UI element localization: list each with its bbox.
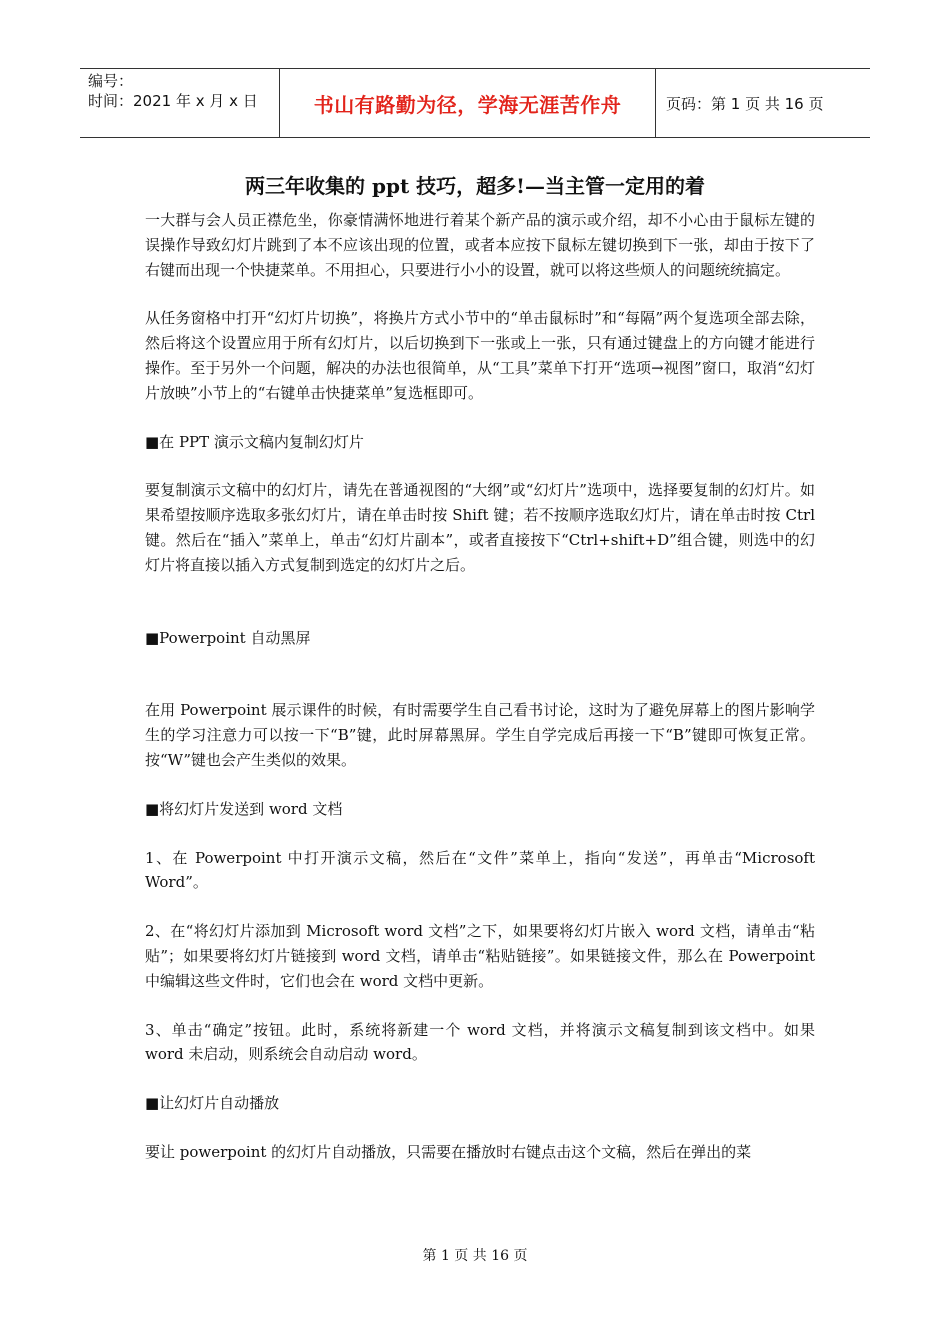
section-heading-copy-slides: ■在 PPT 演示文稿内复制幻灯片 bbox=[145, 432, 364, 451]
section-heading-autoplay: ■让幻灯片自动播放 bbox=[145, 1094, 280, 1113]
paragraph-send-step-1: 1、在 Powerpoint 中打开演示文稿，然后在“文件”菜单上，指向“发送”，再单击“Microsoft Word”。 bbox=[145, 848, 815, 892]
document-body bbox=[145, 208, 815, 1165]
document-date: 时间：2021 年 x 月 x 日 bbox=[88, 92, 258, 110]
paragraph-slide-switch: 从任务窗格中打开“幻灯片切换”，将换片方式小节中的“单击鼠标时”和“每隔”两个复选项全部去除，然后将这个设置应用于所有幻灯片，以后切换到下一张或上一张，只有通过键盘上的方向键才能进行操作。至于另外一个问题，解决的办法也很简单，从“工具”菜单下打开“选项→视图”窗口，取消“幻灯片放映”小节上的“右键单击快捷菜单”复选框即可。 bbox=[145, 309, 815, 402]
paragraph-send-step-3: 3、单击“确定”按钮。此时，系统将新建一个 word 文档，并将演示文稿复制到该文档中。如果 word 未启动，则系统会自动启动 word。 bbox=[145, 1020, 815, 1064]
section-heading-black-screen: ■Powerpoint 自动黑屏 bbox=[145, 628, 311, 647]
page-footer: 第 1 页 共 16 页 bbox=[422, 1248, 528, 1264]
paragraph-black-screen: 在用 Powerpoint 展示课件的时候，有时需要学生自己看书讨论，这时为了避免屏幕上的图片影响学生的学习注意力可以按一下“B”键，此时屏幕黑屏。学生自学完成后再接一下“B”键即可恢复正常。按“W”键也会产生类似的效果。 bbox=[145, 701, 815, 769]
header-table bbox=[80, 68, 870, 138]
document-title: 两三年收集的 ppt 技巧，超多!—当主管一定用的着 bbox=[245, 174, 705, 198]
paragraph-autoplay: 要让 powerpoint 的幻灯片自动播放，只需要在播放时右键点击这个文稿，然后在弹出的菜 bbox=[145, 1142, 752, 1161]
paragraph-intro: 一大群与会人员正襟危坐，你豪情满怀地进行着某个新产品的演示或介绍，却不小心由于鼠标左键的误操作导致幻灯片跳到了本不应该出现的位置，或者本应按下鼠标左键切换到下一张，却由于按下了右键而出现一个快捷菜单。不用担心，只要进行小小的设置，就可以将这些烦人的问题统统搞定。 bbox=[145, 211, 815, 279]
paragraph-send-step-2: 2、在“将幻灯片添加到 Microsoft word 文档”之下，如果要将幻灯片嵌入 word 文档，请单击“粘贴”；如果要将幻灯片链接到 word 文档，请单击“粘贴链接”。如果链接文件，那么在 Powerpoint 中编辑这些文件时，它们也会在 word 文档中更新。 bbox=[145, 922, 815, 990]
header-meta-cell bbox=[80, 69, 280, 137]
document-number-label: 编号： bbox=[88, 72, 134, 90]
paragraph-copy-slides: 要复制演示文稿中的幻灯片，请先在普通视图的“大纲”或“幻灯片”选项中，选择要复制的幻灯片。如果希望按顺序选取多张幻灯片，请在单击时按 Shift 键；若不按顺序选取幻灯片，请在单击时按 Ctrl 键。然后在“插入”菜单上，单击“幻灯片副本”，或者直接按下“Ctrl+shift+D”组合键，则选中的幻灯片将直接以插入方式复制到选定的幻灯片之后。 bbox=[145, 481, 815, 574]
header-motto: 书山有路勤为径，学海无涯苦作舟 bbox=[280, 69, 656, 137]
header-page-info: 页码：第 1 页 共 16 页 bbox=[666, 94, 824, 113]
section-heading-send-to-word: ■将幻灯片发送到 word 文档 bbox=[145, 799, 343, 818]
